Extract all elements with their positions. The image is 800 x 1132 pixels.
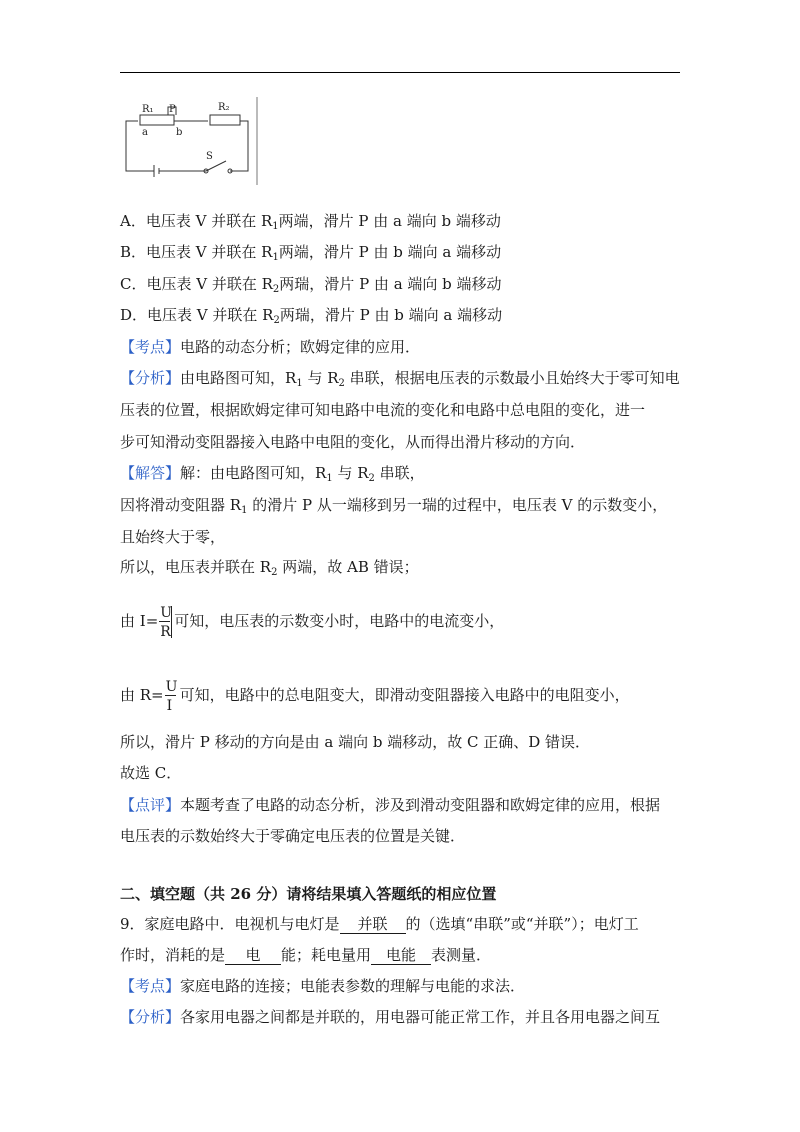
kaodian-tag: 【考点】 [120,977,181,995]
text: 串联， [374,464,425,482]
text: 作时，消耗的是 [120,946,226,964]
text: 与 R [332,464,369,482]
kaodian-1 [120,337,420,357]
jieda-line-1 [120,463,425,483]
option-c [120,274,502,294]
subscript: 2 [272,284,280,295]
p-label: P [169,104,176,115]
text: 可知，电压表的示数变小时，电路中的电流变小， [174,612,505,630]
dianping-tag: 【点评】 [120,796,181,814]
text: 所以，电压表并联在 R [120,558,272,576]
dianping-line-2: 电压表的示数始终大于零确定电压表的位置是关键． [120,827,466,845]
text: 本题考查了电路的动态分析，涉及到滑动变阻器和欧姆定律的应用，根据 [180,796,661,814]
answer-blank-2: 电 [225,946,281,965]
a-label: a [142,127,148,138]
option-letter: A． [120,212,146,230]
subscript: 1 [272,252,279,263]
fenxi-1-line-3: 步可知滑动变阻器接入电路中电阻的变化，从而得出滑片移动的方向． [120,433,586,451]
numerator: U [160,605,173,621]
text: 9．家庭电路中．电视机与电灯是 [120,915,340,933]
subscript: 1 [296,378,303,389]
fraction-u-over-i [165,678,177,714]
text: 解：由电路图可知，R [180,464,327,482]
option-text: 两端，滑片 P 由 b 端向 a 端移动 [278,243,502,261]
answer-blank-1: 并联 [340,915,406,934]
jieda-line-5 [120,604,504,640]
subscript: 1 [272,221,279,232]
circuit-diagram [118,95,262,185]
text: 因将滑动变阻器 R [120,496,242,514]
text: 与 R [302,369,339,387]
fenxi-2 [120,1007,660,1027]
text: 的滑片 P 从一端移到另一瑞的过程中，电压表 V 的示数变小， [247,496,668,514]
option-text: 电压表 V 并联在 R [145,212,273,230]
q9-line-1 [120,914,639,934]
option-text: 电压表 V 并联在 R [146,243,273,261]
r2-label: R₂ [218,102,230,113]
option-b [120,242,501,262]
option-text: 两端，滑片 P 由 a 端向 b 端移动 [278,212,501,230]
jieda-tag: 【解答】 [120,464,181,482]
text: 由电路图可知，R [180,369,297,387]
text: 能；耗电量用 [281,946,372,964]
subscript: 2 [338,378,345,389]
subscript: 2 [368,473,375,484]
answer-blank-3: 电能 [371,946,431,965]
subscript: 2 [273,315,280,326]
jieda-line-3: 且始终大于零， [120,528,226,546]
fenxi-tag: 【分析】 [120,1008,181,1026]
dianping-line-1 [120,795,660,815]
kaodian-text: 家庭电路的连接；电能表参数的理解与电能的求法． [180,977,526,995]
subscript: 1 [326,473,333,484]
kaodian-2 [120,976,525,996]
jieda-line-2 [120,495,667,515]
text: 可知，电路中的总电阻变大，即滑动变阻器接入电路中的电阻变小， [179,686,630,704]
text: 由 R= [120,686,164,704]
fenxi-1-line-2: 压表的位置，根据欧姆定律可知电路中电流的变化和电路中总电阻的变化，进一 [120,401,646,419]
option-text: 两瑞，滑片 P 由 b 端向 a 端移动 [279,306,503,324]
jieda-line-4 [120,557,419,577]
option-letter: C． [120,275,147,293]
jieda-line-8: 故选 C． [120,764,182,782]
r1-label: R₁ [142,104,154,115]
header-rule [120,72,680,73]
option-d [120,305,502,325]
b-label: b [176,127,183,138]
denominator: R [160,624,171,640]
q9-line-2 [120,945,491,965]
section-title: 二、填空题（共 26 分）请将结果填入答题纸的相应位置 [120,885,497,903]
text: 表测量． [431,946,492,964]
text: 由 I= [120,612,159,630]
text: 的（选填“串联”或“并联”）；电灯工 [405,915,639,933]
numerator: U [165,679,178,695]
subscript: 2 [271,567,278,578]
denominator: I [166,698,173,714]
option-a [120,211,501,231]
s-label: S [206,151,213,162]
subscript: 1 [241,505,248,516]
kaodian-tag: 【考点】 [120,338,181,356]
option-text: 电压表 V 并联在 R [147,306,274,324]
option-letter: D． [120,306,148,324]
kaodian-text: 电路的动态分析；欧姆定律的应用． [180,338,421,356]
fenxi-text: 各家用电器之间都是并联的，用电器可能正常工作，并且各用电器之间互 [180,1008,661,1026]
option-text: 两瑞，滑片 P 由 a 端向 b 端移动 [279,275,502,293]
jieda-line-6 [120,678,630,714]
text: 串联，根据电压表的示数最小且始终大于零可知电 [344,369,680,387]
fraction-u-over-r [159,604,171,640]
jieda-line-7: 所以，滑片 P 移动的方向是由 a 端向 b 端移动，故 C 正确、D 错误． [120,733,591,751]
option-text: 电压表 V 并联在 R [146,275,273,293]
text: 两端，故 AB 错误； [277,558,419,576]
fenxi-1-line-1 [120,368,680,388]
fenxi-tag: 【分析】 [120,369,181,387]
option-letter: B． [120,243,147,261]
